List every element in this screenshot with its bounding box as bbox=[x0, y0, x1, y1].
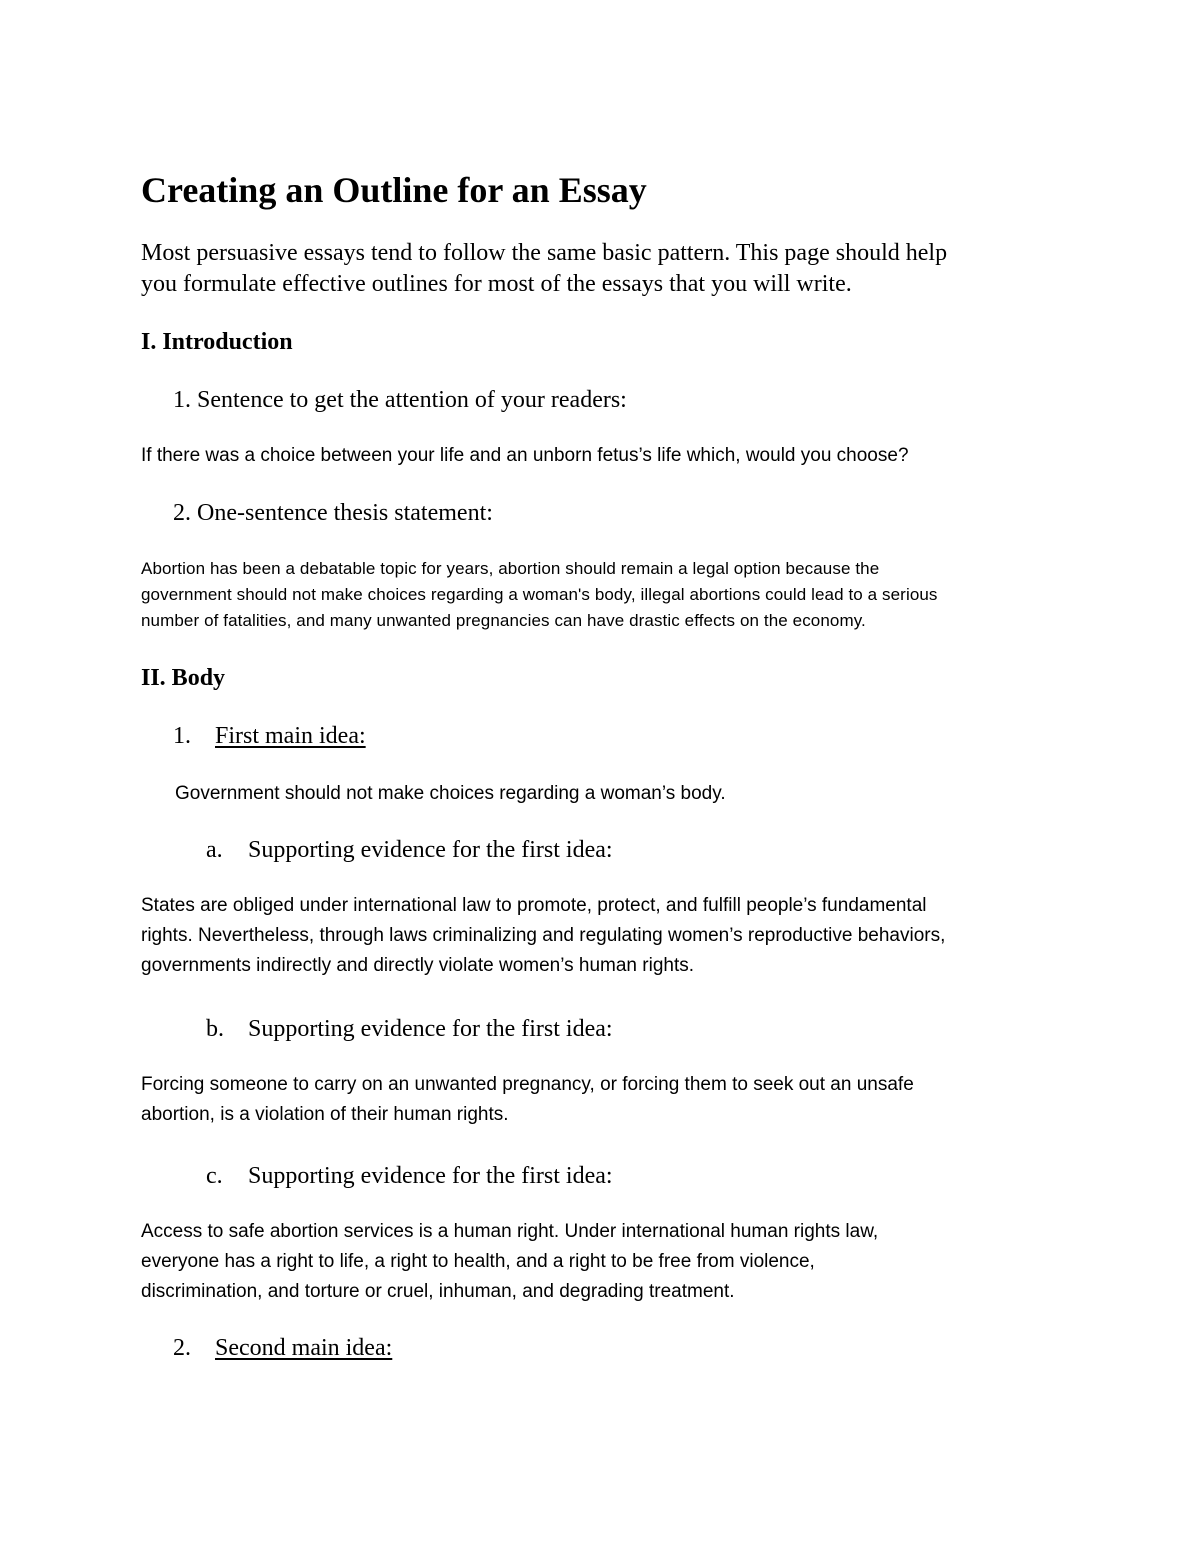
intro-line: you formulate effective outlines for most of the essays that you will write. bbox=[141, 271, 852, 297]
answer-line: rights. Nevertheless, through laws criminalizing and regulating women’s reproductive behaviors, bbox=[141, 925, 946, 946]
item-letter: a. bbox=[206, 837, 223, 863]
outline-item-thesis bbox=[173, 498, 493, 528]
answer-line: number of fatalities, and many unwanted pregnancies can have drastic effects on the economy. bbox=[141, 611, 866, 630]
intro-line: Most persuasive essays tend to follow the same basic pattern. This page should help bbox=[141, 240, 948, 266]
answer-line: Forcing someone to carry on an unwanted pregnancy, or forcing them to seek out an unsafe bbox=[141, 1074, 914, 1095]
intro-paragraph bbox=[141, 238, 947, 300]
answer-line: governments indirectly and directly violate women’s human rights. bbox=[141, 955, 695, 976]
item-letter: b. bbox=[206, 1016, 224, 1042]
answer-line: States are obliged under international law to promote, protect, and fulfill people’s fundamental bbox=[141, 895, 927, 916]
item-number: 1. bbox=[173, 387, 191, 413]
item-label: Supporting evidence for the first idea: bbox=[248, 1016, 613, 1042]
evidence-c-answer bbox=[141, 1217, 878, 1307]
outline-item-attention-sentence bbox=[173, 385, 627, 415]
attention-sentence-answer: If there was a choice between your life and an unborn fetus’s life which, would you choose? bbox=[141, 445, 909, 466]
item-letter: c. bbox=[206, 1163, 223, 1189]
item-label: Supporting evidence for the first idea: bbox=[248, 837, 613, 863]
answer-line: abortion, is a violation of their human rights. bbox=[141, 1104, 509, 1125]
outline-item-first-main-idea bbox=[173, 721, 366, 751]
section-heading-introduction: I. Introduction bbox=[141, 329, 293, 355]
answer-line: Abortion has been a debatable topic for years, abortion should remain a legal option because the bbox=[141, 559, 880, 578]
answer-line: government should not make choices regarding a woman's body, illegal abortions could lead to a serious bbox=[141, 585, 938, 604]
section-heading-body: II. Body bbox=[141, 665, 226, 691]
item-number: 2. bbox=[173, 1335, 191, 1361]
item-label: Second main idea: bbox=[215, 1335, 393, 1361]
page-title: Creating an Outline for an Essay bbox=[141, 170, 647, 210]
answer-line: discrimination, and torture or cruel, inhuman, and degrading treatment. bbox=[141, 1281, 735, 1302]
item-label: Sentence to get the attention of your readers: bbox=[197, 387, 627, 413]
outline-item-second-main-idea bbox=[173, 1333, 392, 1363]
evidence-item-c bbox=[206, 1161, 613, 1191]
answer-line: Access to safe abortion services is a human right. Under international human rights law, bbox=[141, 1221, 879, 1242]
item-number: 2. bbox=[173, 500, 191, 526]
item-label: First main idea: bbox=[215, 723, 366, 749]
thesis-answer bbox=[141, 556, 938, 634]
evidence-item-a bbox=[206, 835, 613, 865]
item-label: One-sentence thesis statement: bbox=[197, 500, 493, 526]
evidence-a-answer bbox=[141, 891, 945, 981]
first-main-idea-answer: Government should not make choices regarding a woman’s body. bbox=[175, 783, 726, 804]
item-label: Supporting evidence for the first idea: bbox=[248, 1163, 613, 1189]
evidence-item-b bbox=[206, 1014, 613, 1044]
answer-line: everyone has a right to life, a right to health, and a right to be free from violence, bbox=[141, 1251, 815, 1272]
evidence-b-answer bbox=[141, 1070, 914, 1130]
item-number: 1. bbox=[173, 723, 191, 749]
